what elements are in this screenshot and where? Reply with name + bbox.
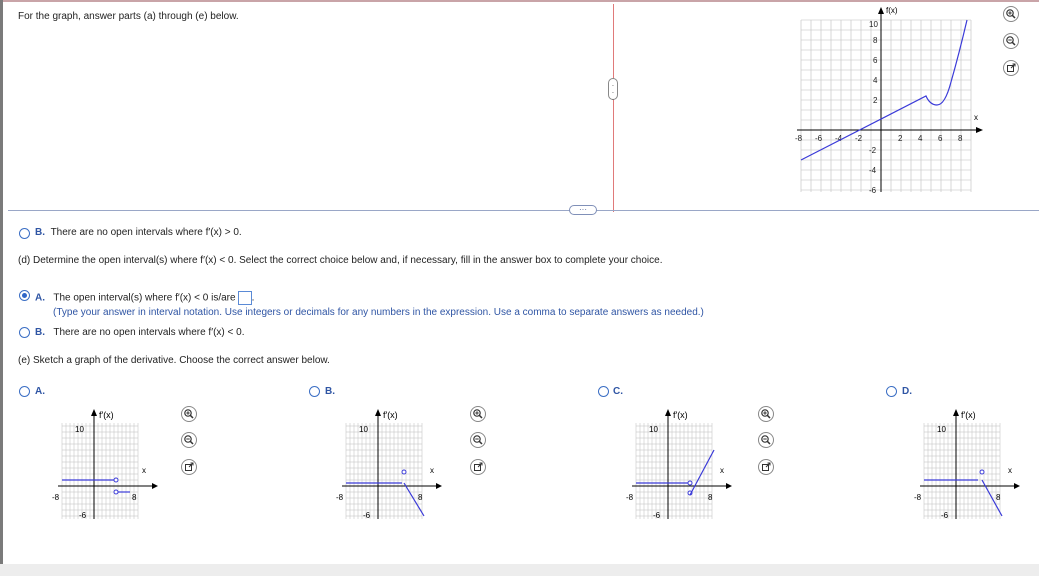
popout-icon[interactable] <box>1003 60 1019 76</box>
horizontal-splitter[interactable] <box>8 210 1039 211</box>
choice-a-tick-bottom: -6 <box>79 511 87 520</box>
y-tick-label: 4 <box>873 76 878 85</box>
choice-b-tick-bottom: -6 <box>363 511 371 520</box>
y-tick-label: 8 <box>873 36 878 45</box>
choice-c-letter: C. <box>613 386 623 397</box>
choice-d-tick-bottom: -6 <box>941 511 949 520</box>
choice-a-open-point <box>114 478 118 482</box>
y-tick-label: -2 <box>869 146 877 155</box>
choice-d-tick-right: 8 <box>996 493 1001 502</box>
x-tick-label: 6 <box>938 134 943 143</box>
part-d-option-a-radio[interactable] <box>19 290 30 301</box>
choice-c-segment <box>690 450 714 495</box>
main-grid <box>801 20 971 192</box>
choice-c-tick-right: 8 <box>708 493 713 502</box>
choice-b-tick-left: -8 <box>336 493 344 502</box>
choice-a-tick-top: 10 <box>75 425 84 434</box>
y-tick-label: 6 <box>873 56 878 65</box>
choice-a-tick-right: 8 <box>132 493 137 502</box>
y-tick-label: -4 <box>869 166 877 175</box>
x-tick-label: -4 <box>835 134 843 143</box>
zoom-in-icon[interactable] <box>758 406 774 422</box>
choice-d-open-point <box>980 470 984 474</box>
bottom-bar <box>0 564 1039 576</box>
choice-a-letter: A. <box>35 386 45 397</box>
part-d-option-a-hint: (Type your answer in interval notation. Use integers or decimals for any numbers in the expression. Use a comma to separate answers as needed.) <box>53 307 704 318</box>
horizontal-splitter-handle[interactable]: ··· <box>569 205 597 215</box>
zoom-in-icon[interactable] <box>470 406 486 422</box>
main-graph-svg <box>785 4 985 196</box>
choice-d-x-label: x <box>1008 466 1012 475</box>
zoom-out-icon[interactable] <box>1003 33 1019 49</box>
part-c-option-b-radio[interactable] <box>19 228 30 239</box>
choice-c-tick-bottom: -6 <box>653 511 661 520</box>
popout-icon[interactable] <box>758 459 774 475</box>
choice-a-radio[interactable] <box>19 386 30 397</box>
part-d-answer-box[interactable] <box>238 291 252 305</box>
x-tick-label: -6 <box>815 134 823 143</box>
top-border <box>0 0 1039 2</box>
y-tick-label: -6 <box>869 186 877 195</box>
zoom-in-icon[interactable] <box>181 406 197 422</box>
choice-b-tick-right: 8 <box>418 493 423 502</box>
choice-a-y-label: f′(x) <box>99 410 114 420</box>
choice-c-y-label: f′(x) <box>673 410 688 420</box>
x-tick-label: 2 <box>898 134 903 143</box>
choice-a-x-label: x <box>142 466 146 475</box>
main-graph <box>785 4 985 196</box>
choice-b-x-label: x <box>430 466 434 475</box>
choice-d-letter: D. <box>902 386 912 397</box>
choice-c-tick-top: 10 <box>649 425 658 434</box>
x-tick-label: -2 <box>855 134 863 143</box>
part-d-option-b-radio[interactable] <box>19 327 30 338</box>
y-tick-label: 2 <box>873 96 878 105</box>
choice-d-graph <box>912 406 1022 521</box>
choice-b-tick-top: 10 <box>359 425 368 434</box>
part-d-question: (d) Determine the open interval(s) where f′(x) < 0. Select the correct choice below and, if necessary, fill in the answer box to complete your choice. <box>18 255 663 266</box>
choice-a-tick-left: -8 <box>52 493 60 502</box>
choice-a-open-point <box>114 490 118 494</box>
zoom-out-icon[interactable] <box>181 432 197 448</box>
choice-c-tick-left: -8 <box>626 493 634 502</box>
zoom-out-icon[interactable] <box>758 432 774 448</box>
x-tick-label: -8 <box>795 134 803 143</box>
zoom-out-icon[interactable] <box>470 432 486 448</box>
y-tick-label: 10 <box>869 20 878 29</box>
question-prompt: For the graph, answer parts (a) through (e) below. <box>18 11 239 22</box>
choice-d-y-label: f′(x) <box>961 410 976 420</box>
choice-c-open-point <box>688 481 692 485</box>
choice-b-open-point <box>402 470 406 474</box>
part-e-question: (e) Sketch a graph of the derivative. Choose the correct answer below. <box>18 355 330 366</box>
main-y-label: f(x) <box>886 6 898 15</box>
main-x-label: x <box>974 113 978 122</box>
choice-b-y-label: f′(x) <box>383 410 398 420</box>
choice-c-x-label: x <box>720 466 724 475</box>
part-c-option-b: B. There are no open intervals where f′(x) > 0. <box>35 227 242 238</box>
x-tick-label: 4 <box>918 134 923 143</box>
vertical-splitter-handle[interactable]: · · · <box>608 78 618 100</box>
x-tick-label: 8 <box>958 134 963 143</box>
zoom-in-icon[interactable] <box>1003 6 1019 22</box>
choice-b-radio[interactable] <box>309 386 320 397</box>
part-d-option-a: A. The open interval(s) where f′(x) < 0 is/are . <box>35 292 255 304</box>
choice-b-graph <box>334 406 444 521</box>
vertical-splitter[interactable] <box>613 4 614 212</box>
left-edge <box>0 0 3 576</box>
popout-icon[interactable] <box>181 459 197 475</box>
choice-c-radio[interactable] <box>598 386 609 397</box>
choice-c-graph <box>624 406 734 521</box>
part-d-option-b: B. There are no open intervals where f′(x) < 0. <box>35 327 245 338</box>
choice-d-tick-left: -8 <box>914 493 922 502</box>
choice-d-tick-top: 10 <box>937 425 946 434</box>
choice-a-graph <box>50 406 160 521</box>
choice-d-radio[interactable] <box>886 386 897 397</box>
popout-icon[interactable] <box>470 459 486 475</box>
choice-b-letter: B. <box>325 386 335 397</box>
